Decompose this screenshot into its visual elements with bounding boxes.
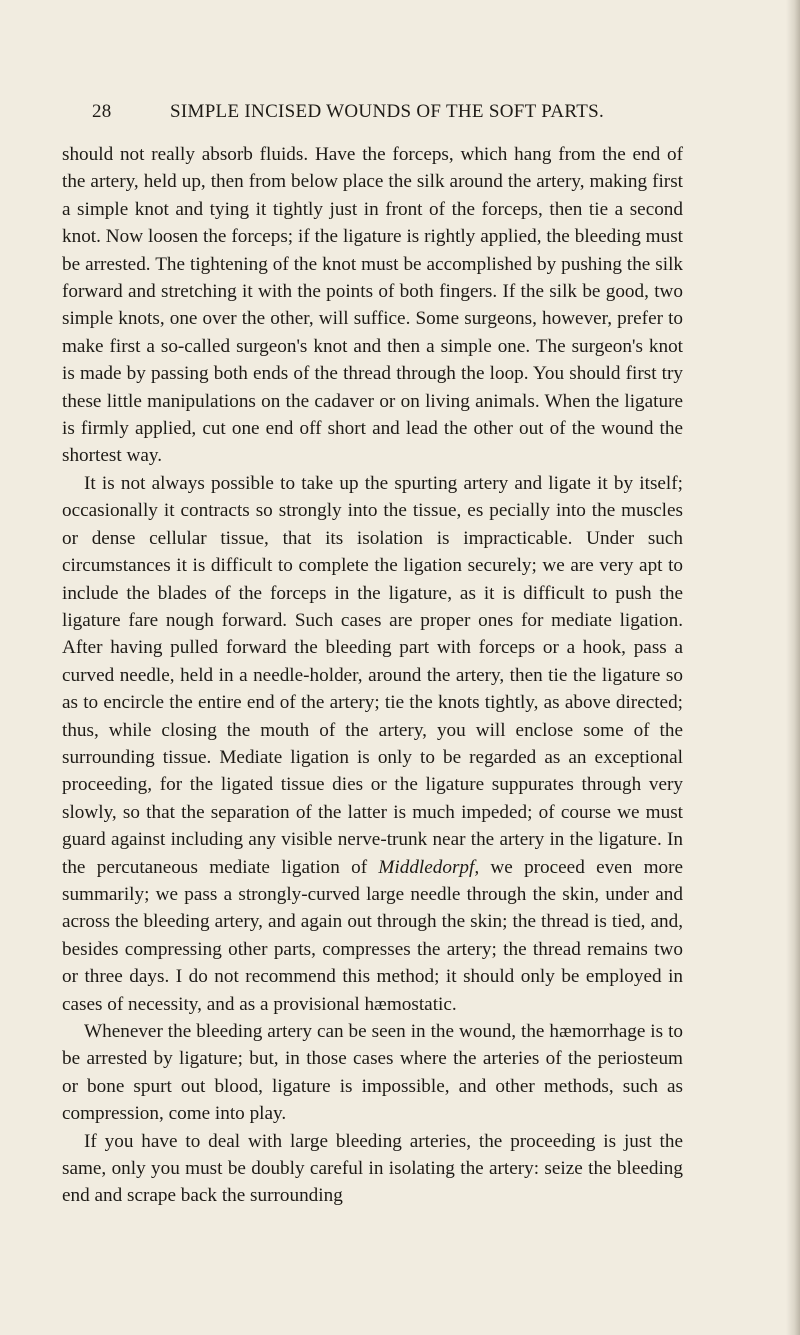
italic-surgeon-name: Middledorpf, xyxy=(378,856,480,878)
body-text xyxy=(62,141,683,1210)
paragraph-2 xyxy=(62,470,683,1018)
paragraph-3: Whenever the bleeding artery can be seen in the wound, the hæmorrhage is to be arrested by ligature; but, in those cases where the arteries of the periosteum or bone spurt out blood, ligature is impossible, and other methods, such as compression, come into play. xyxy=(62,1021,683,1125)
page-number: 28 xyxy=(92,101,112,122)
paragraph-2-text-after: we proceed even more summarily; we pass a strongly-curved large needle through the skin, under and across the bleeding artery, and again out through the skin; the thread is tied, and, besides compressing other parts, compresses the artery; the thread remains two or three days. I do not recommend this method; it should only be employed in cases of necessity, and as a provisional hæmostatic. xyxy=(62,856,683,1015)
paragraph-4: If you have to deal with large bleeding arteries, the proceeding is just the same, only you must be doubly careful in isolating the artery: seize the bleeding end and scrape back the surrounding xyxy=(62,1130,683,1207)
page-edge-shadow xyxy=(786,0,800,1335)
page-header xyxy=(92,101,652,125)
running-head: SIMPLE INCISED WOUNDS OF THE SOFT PARTS. xyxy=(170,101,605,122)
paragraph-1: should not really absorb fluids. Have the forceps, which hang from the end of the artery, held up, then from below place the silk around the artery, making first a simple knot and tying it tightly just in front of the forceps, then tie a second knot. Now loosen the forceps; if the ligature is rightly applied, the bleeding must be arrested. The tightening of the knot must be accomplished by pushing the silk forward and stretching it with the points of both fingers. If the silk be good, two simple knots, one over the other, will suffice. Some surgeons, however, prefer to make first a so-called surgeon's knot and then a simple one. The surgeon's knot is made by passing both ends of the thread through the loop. You should first try these little manipulations on the cadaver or on living animals. When the ligature is firmly applied, cut one end off short and lead the other out of the wound the shortest way. xyxy=(62,144,683,467)
paragraph-2-text-before: It is not always possible to take up the spurting artery and ligate it by itself; occasionally it contracts so strongly into the tissue, es pecially into the muscles or dense cellular tissue, that its isolation is impracticable. Under such circumstances it is difficult to complete the ligation securely; we are very apt to include the blades of the forceps in the ligature, as it is difficult to push the ligature fare nough forward. Such cases are proper ones for mediate ligation. After having pulled forward the bleeding part with forceps or a hook, pass a curved needle, held in a needle-holder, around the artery, then tie the ligature so as to encircle the entire end of the artery; tie the knots tightly, as above directed; thus, while closing the mouth of the artery, you will enclose some of the surrounding tissue. Mediate ligation is only to be regarded as an exceptional proceeding, for the ligated tissue dies or the ligature suppurates through very slowly, so that the separation of the latter is much impeded; of course we must guard against including any visible nerve-trunk near the artery in the ligature. In the percutaneous mediate ligation of xyxy=(62,472,683,878)
